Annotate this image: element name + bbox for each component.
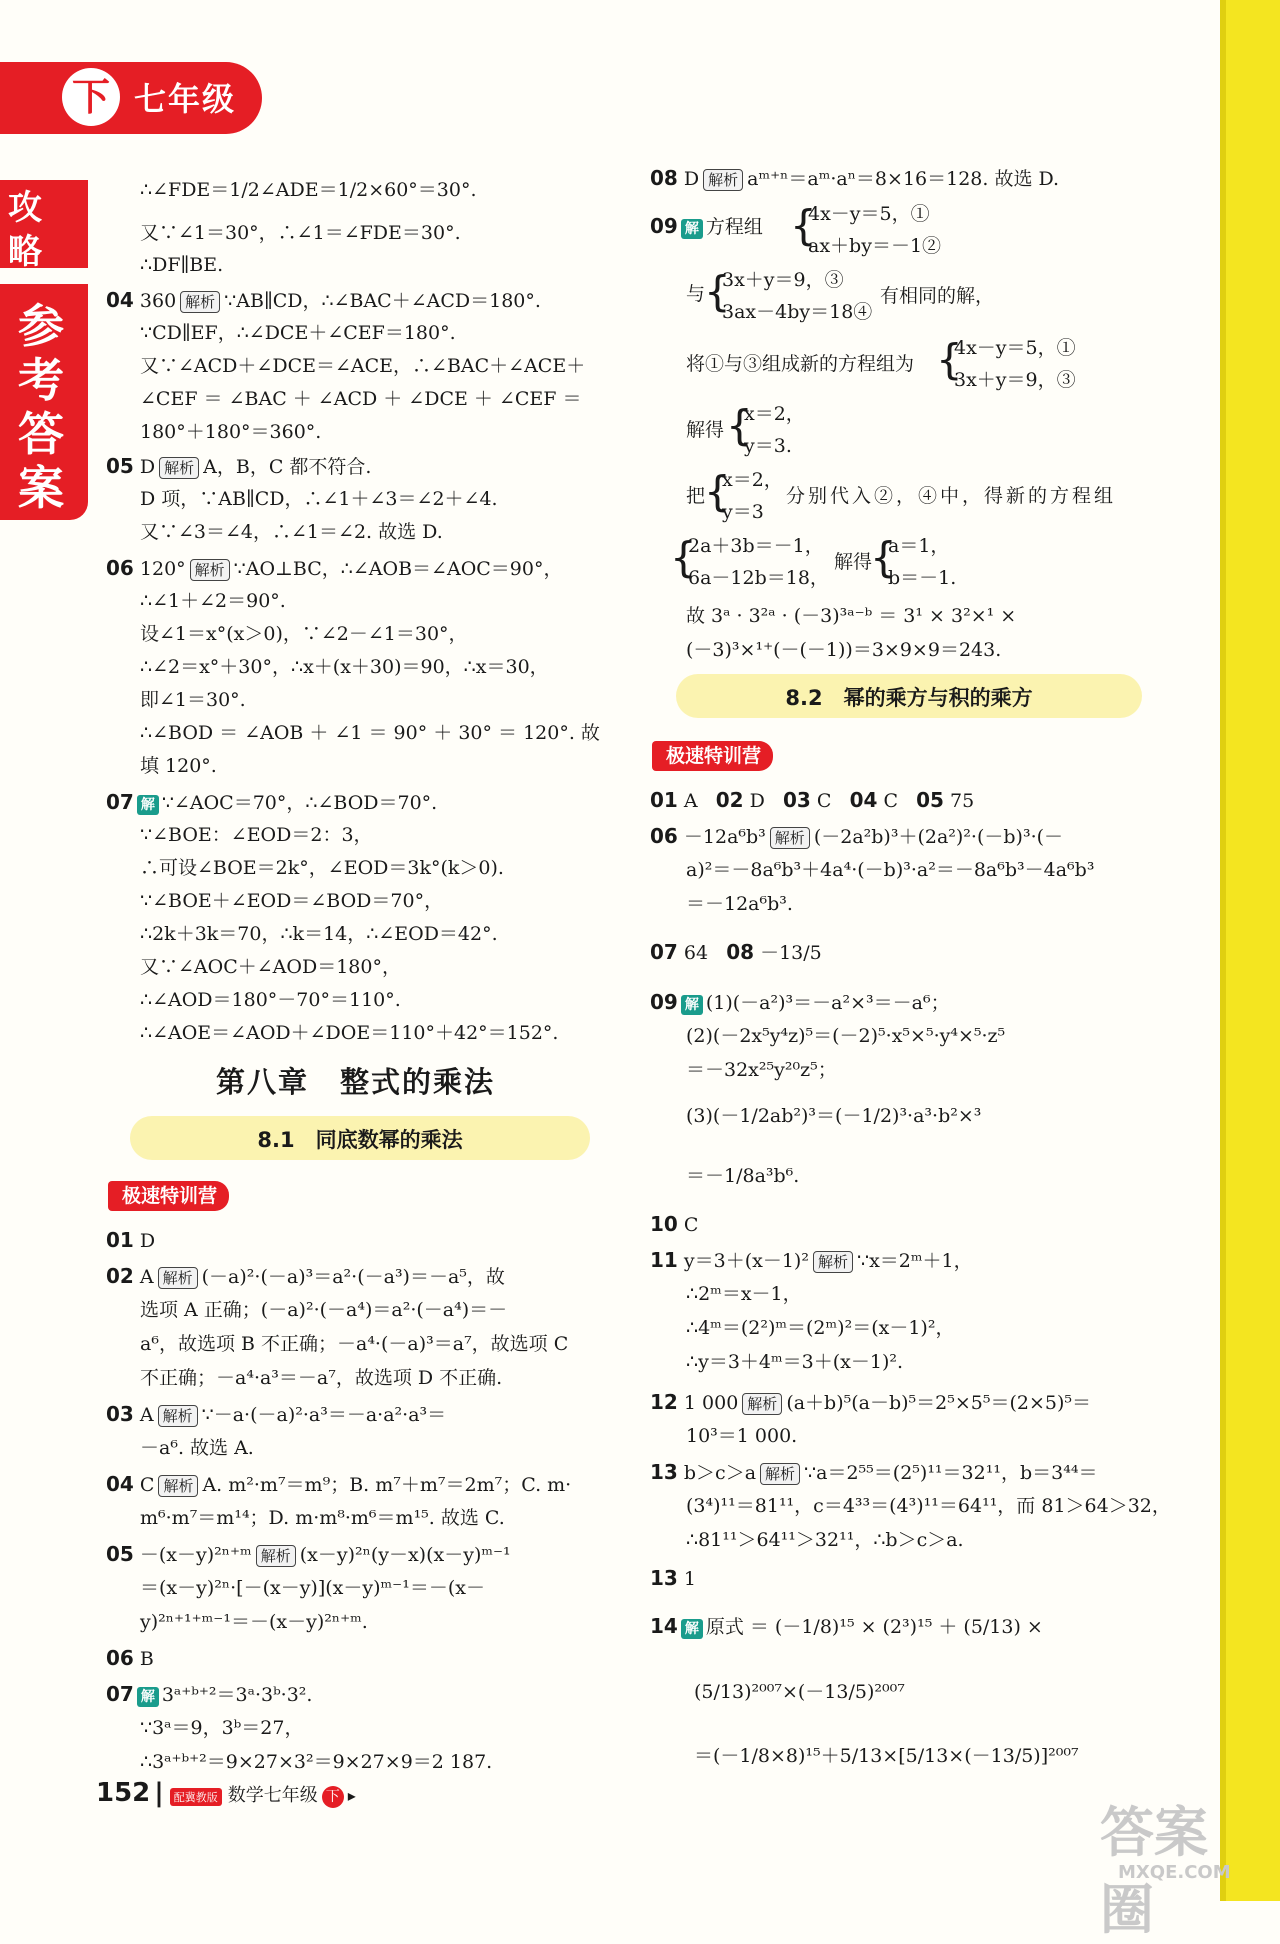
item-number: 05 — [106, 1542, 134, 1566]
item-answer: D — [749, 790, 765, 812]
answer-item-06 — [650, 824, 1063, 849]
item-answer: C — [816, 790, 832, 812]
item-number: 06 — [650, 824, 678, 848]
item-answer: b＞c＞a — [683, 1462, 757, 1484]
item-answer: B — [139, 1648, 154, 1670]
answer-line: (1)(－a²)³＝－a²×³＝－a⁶； — [705, 992, 950, 1014]
section-banner-8-1 — [130, 1116, 590, 1160]
item-number: 04 — [106, 288, 134, 312]
answer-item-09 — [650, 214, 763, 239]
answer-line: (－3)³×¹⁺(－(－1))＝3×9×9＝243. — [686, 639, 1002, 661]
side-char: 答 — [18, 407, 64, 461]
answer-item-13 — [650, 1460, 1097, 1485]
answer-line: ∴2k＋3k＝70，∴k＝14，∴∠EOD＝42°. — [140, 923, 498, 945]
equation-line: 4x－y＝5，① — [954, 337, 1076, 359]
item-answer: D — [683, 168, 700, 190]
equation-line: 3ax－4by＝18④ — [722, 301, 873, 323]
watermark-text: 答案圈 — [1100, 1801, 1208, 1941]
item-answer: 64 — [683, 942, 709, 964]
answer-item-06b — [106, 1646, 154, 1671]
solution-tag: 解 — [137, 795, 159, 815]
book-title: 数学七年级 — [227, 1785, 318, 1806]
answer-line: (a＋b)⁵(a－b)⁵＝2⁵×5⁵＝(2×5)⁵＝ — [786, 1392, 1092, 1414]
item-answer: A — [683, 790, 698, 812]
answer-line: (－a)²·(－a)³＝a²·(－a³)＝－a⁵，故 — [201, 1266, 505, 1288]
answer-line: ∴∠AOE＝∠AOD＋∠DOE＝110°＋42°＝152°. — [140, 1022, 559, 1044]
answer-line: a⁶，故选项 B 不正确；－a⁴·(－a)³＝a⁷，故选项 C — [140, 1333, 569, 1355]
answer-line: 方程组 — [705, 216, 763, 238]
arrow-icon: ▸ — [347, 1786, 356, 1805]
answer-line: 解得 — [686, 419, 725, 441]
left-brace: { — [790, 201, 817, 250]
answer-item-05b — [106, 1542, 511, 1567]
answer-line: A，B，C 都不符合. — [203, 456, 372, 478]
answer-line: ∴∠AOD＝180°－70°＝110°. — [140, 989, 401, 1011]
answer-line: ∴可设∠BOE＝2k°，∠EOD＝3k°(k＞0). — [140, 857, 504, 879]
answer-line: 分别代入②，④中，得新的方程组 — [786, 485, 1117, 507]
answer-item-10 — [650, 1212, 698, 1237]
answer-item-07 — [106, 790, 437, 815]
item-number: 05 — [106, 454, 134, 478]
answer-line: 又∵∠AOC＋∠AOD＝180°， — [140, 956, 401, 978]
equation-line: 3x＋y＝9，③ — [722, 269, 844, 291]
side-tab-strategy — [0, 180, 88, 272]
side-char: 考 — [18, 353, 64, 407]
item-answer: －(x－y)²ⁿ⁺ᵐ — [139, 1544, 252, 1566]
answer-line: a)²＝－8a⁶b³＋4a⁴·(－b)³·a²＝－8a⁶b³－4a⁶b³ — [686, 859, 1095, 881]
analysis-tag: 解析 — [158, 1475, 198, 1497]
yellow-side-bar — [1220, 0, 1280, 1901]
analysis-tag: 解析 — [159, 457, 199, 479]
answer-line: A. m²·m⁷＝m⁹；B. m⁷＋m⁷＝2m⁷；C. m· — [202, 1474, 572, 1496]
equation-line: y＝3 — [722, 501, 764, 523]
answer-line: 10³＝1 000. — [686, 1425, 798, 1447]
answer-line: 将①与③组成新的方程组为 — [686, 353, 915, 375]
analysis-tag: 解析 — [158, 1405, 198, 1427]
answer-line: 设∠1＝x°(x＞0)，∵∠2－∠1＝30°， — [140, 623, 468, 645]
answer-line: ＝(x－y)²ⁿ·[－(x－y)](x－y)ᵐ⁻¹＝－(x－ — [140, 1577, 485, 1599]
answer-item-11 — [650, 1248, 973, 1273]
left-brace: { — [936, 335, 963, 384]
analysis-tag: 解析 — [256, 1545, 296, 1567]
item-number: 09 — [650, 990, 678, 1014]
edition-badge: 配冀教版 — [170, 1788, 222, 1806]
answer-line: 填 120°. — [140, 755, 217, 777]
answer-line: aᵐ⁺ⁿ＝aᵐ·aⁿ＝8×16＝128. 故选 D. — [747, 168, 1060, 190]
item-answer: －13/5 — [760, 942, 822, 964]
item-number: 06 — [106, 556, 134, 580]
item-number: 01 — [106, 1228, 134, 1252]
section-banner-8-2 — [676, 674, 1142, 718]
analysis-tag: 解析 — [760, 1463, 800, 1485]
left-brace: { — [704, 467, 731, 516]
answer-line: 故 3ᵃ · 3²ᵃ · (－3)³ᵃ⁻ᵇ ＝ 3¹ × 3²×¹ × — [686, 605, 1017, 627]
answer-item-02 — [106, 1264, 505, 1289]
answer-line: (x－y)²ⁿ(y－x)(x－y)ᵐ⁻¹ — [299, 1544, 511, 1566]
equation-line: b＝－1. — [888, 567, 957, 589]
answer-line: ∠CEF ＝ ∠BAC ＋ ∠ACD ＋ ∠DCE ＋ ∠CEF ＝ — [140, 388, 582, 410]
answer-line: 即∠1＝30°. — [140, 689, 246, 711]
equation-line: y＝3. — [744, 435, 792, 457]
side-char: 略 — [8, 232, 42, 272]
answer-line: ∵a＝2⁵⁵＝(2⁵)¹¹＝32¹¹，b＝3⁴⁴＝ — [804, 1462, 1098, 1484]
answer-line: 选项 A 正确；(－a)²·(－a⁴)＝a²·(－a⁴)＝－ — [140, 1299, 508, 1321]
equation-line: 2a＋3b＝－1， — [688, 535, 824, 557]
section-title: 8.2 幂的乘方与积的乘方 — [785, 686, 1033, 710]
yellow-bar-edge — [1220, 0, 1226, 1901]
answer-line: 不正确；－a⁴·a³＝－a⁷，故选项 D 不正确. — [140, 1367, 503, 1389]
answer-item-12 — [650, 1390, 1091, 1415]
answer-item-06 — [106, 556, 562, 581]
item-answer: D — [139, 456, 156, 478]
practice-badge: 极速特训营 — [108, 1181, 229, 1211]
answer-line: y)²ⁿ⁺¹⁺ᵐ⁻¹＝－(x－y)²ⁿ⁺ᵐ. — [140, 1611, 368, 1633]
item-number: 05 — [916, 788, 944, 812]
item-answer: －12a⁶b³ — [683, 826, 766, 848]
answer-item-01 — [106, 1228, 155, 1253]
solution-tag: 解 — [137, 1687, 159, 1707]
item-number: 01 — [650, 788, 678, 812]
answer-line: ∵－a·(－a)²·a³＝－a·a²·a³＝ — [201, 1404, 447, 1426]
answer-line: m⁶·m⁷＝m¹⁴；D. m·m⁸·m⁶＝m¹⁵. 故选 C. — [140, 1507, 505, 1529]
page-footer: 152 | 配冀教版 数学七年级 下 ▸ — [96, 1778, 356, 1808]
side-char: 参 — [18, 299, 64, 353]
watermark-logo — [1100, 1790, 1250, 1941]
item-number: 13 — [650, 1460, 678, 1484]
analysis-tag: 解析 — [180, 291, 220, 313]
equation-line: 4x－y＝5，① — [808, 203, 930, 225]
item-answer: A — [139, 1266, 154, 1288]
answer-line: ∵∠BOE＋∠EOD＝∠BOD＝70°， — [140, 890, 444, 912]
section-title: 8.1 同底数幂的乘法 — [257, 1128, 463, 1152]
analysis-tag: 解析 — [190, 559, 230, 581]
answer-line: 又∵∠ACD＋∠DCE＝∠ACE，∴∠BAC＋∠ACE＋ — [140, 355, 586, 377]
answer-item-13b — [650, 1566, 696, 1591]
answer-line: ∴4ᵐ＝(2²)ᵐ＝(2ᵐ)²＝(x－1)²， — [686, 1317, 955, 1339]
answer-line: D 项，∵AB∥CD，∴∠1＋∠3＝∠2＋∠4. — [140, 488, 498, 510]
answer-line: ∵∠BOE：∠EOD＝2：3， — [140, 824, 373, 846]
answer-line: ∴∠FDE＝1/2∠ADE＝1/2×60°＝30°. — [140, 179, 477, 201]
volume-badge: 下 — [62, 68, 120, 126]
answer-line: ∵AO⊥BC，∴∠AOB＝∠AOC＝90°， — [233, 558, 563, 580]
answer-line: ∵CD∥EF，∴∠DCE＋∠CEF＝180°. — [140, 322, 456, 344]
answer-line: 有相同的解， — [880, 285, 995, 307]
answer-line: ∴81¹¹＞64¹¹＞32¹¹，∴b＞c＞a. — [686, 1529, 964, 1551]
analysis-tag: 解析 — [813, 1251, 853, 1273]
equation-line: a＝1， — [888, 535, 950, 557]
answer-line: ＝(－1/8×8)¹⁵＋5/13×[5/13×(－13/5)]²⁰⁰⁷ — [694, 1745, 1079, 1767]
item-number: 03 — [106, 1402, 134, 1426]
item-answer: A — [139, 1404, 154, 1426]
answer-line: 180°＋180°＝360°. — [140, 421, 322, 443]
item-answer: 75 — [950, 790, 975, 812]
answer-line: (5/13)²⁰⁰⁷×(－13/5)²⁰⁰⁷ — [694, 1681, 905, 1703]
answer-line: ∴∠2＝x°＋30°，∴x＋(x＋30)＝90，∴x＝30， — [140, 656, 549, 678]
item-answer: y＝3＋(x－1)² — [683, 1250, 809, 1272]
left-brace: { — [870, 533, 897, 582]
answer-line: 原式 ＝ (－1/8)¹⁵ × (2³)¹⁵ ＋ (5/13) × — [705, 1616, 1043, 1638]
volume-mark: 下 — [322, 1786, 344, 1808]
answer-item-07b — [106, 1682, 312, 1707]
item-number: 06 — [106, 1646, 134, 1670]
item-answer: C — [683, 1214, 699, 1236]
item-number: 11 — [650, 1248, 678, 1272]
answer-line: －a⁶. 故选 A. — [140, 1437, 254, 1459]
left-brace: { — [726, 401, 753, 450]
answer-line: ∴y＝3＋4ᵐ＝3＋(x－1)². — [686, 1351, 904, 1373]
item-number: 04 — [106, 1472, 134, 1496]
item-number: 02 — [715, 788, 744, 812]
chapter-title: 第八章 整式的乘法 — [216, 1065, 496, 1099]
item-number: 07 — [106, 790, 134, 814]
item-answer: 1 — [683, 1568, 696, 1590]
analysis-tag: 解析 — [770, 827, 810, 849]
item-number: 08 — [650, 166, 678, 190]
solution-tag: 解 — [681, 995, 703, 1015]
item-answer: C — [883, 790, 898, 812]
answer-line: 解得 — [834, 551, 873, 573]
item-number: 14 — [650, 1614, 678, 1638]
analysis-tag: 解析 — [742, 1393, 782, 1415]
answer-line: 3ᵃ⁺ᵇ⁺²＝3ᵃ·3ᵇ·3². — [161, 1684, 313, 1706]
solution-tag: 解 — [681, 219, 703, 239]
answer-item-14 — [650, 1614, 1043, 1639]
answer-line: ∵3ᵃ＝9，3ᵇ＝27， — [140, 1717, 304, 1739]
answer-line: ＝－32x²⁵y²⁰z⁵； — [686, 1059, 837, 1081]
answer-line: ＝－1/8a³b⁶. — [686, 1165, 800, 1187]
equation-line: 6a－12b＝18， — [688, 567, 829, 589]
equation-line: x＝2， — [744, 403, 805, 425]
item-number: 07 — [650, 940, 678, 964]
answer-line: 又∵∠1＝30°，∴∠1＝∠FDE＝30°. — [140, 222, 461, 244]
item-answer: 360 — [139, 290, 177, 312]
item-answer: C — [139, 1474, 155, 1496]
answer-item-05 — [106, 454, 371, 479]
item-number: 09 — [650, 214, 678, 238]
watermark-url: MXQE.COM — [1118, 1862, 1231, 1883]
item-number: 12 — [650, 1390, 678, 1414]
item-number: 02 — [106, 1264, 134, 1288]
solution-tag: 解 — [681, 1619, 703, 1639]
answer-item-08 — [650, 166, 1059, 191]
answer-line: ∵∠AOC＝70°，∴∠BOD＝70°. — [161, 792, 438, 814]
practice-badge: 极速特训营 — [652, 741, 773, 771]
item-number: 13 — [650, 1566, 678, 1590]
answer-line: 与 — [686, 283, 706, 305]
item-answer: 1 000 — [683, 1392, 739, 1414]
analysis-tag: 解析 — [158, 1267, 198, 1289]
answer-line: 把 — [686, 485, 706, 507]
answer-line: ∴3ᵃ⁺ᵇ⁺²＝9×27×3²＝9×27×9＝2 187. — [140, 1751, 493, 1773]
equation-line: x＝2， — [722, 469, 783, 491]
answer-line: ∵x＝2ᵐ＋1， — [856, 1250, 973, 1272]
answer-item-03 — [106, 1402, 446, 1427]
item-number: 07 — [106, 1682, 134, 1706]
side-char: 攻 — [8, 188, 42, 228]
answer-row-01-05 — [650, 788, 974, 813]
item-number: 03 — [783, 788, 811, 812]
item-number: 08 — [726, 940, 755, 964]
answer-line: (3⁴)¹¹＝81¹¹，c＝4³³＝(4³)¹¹＝64¹¹，而 81＞64＞32， — [686, 1495, 1171, 1517]
answer-line: ∴DF∥BE. — [140, 254, 224, 276]
grade-header — [0, 62, 262, 134]
answer-line: ∵AB∥CD，∴∠BAC＋∠ACD＝180°. — [224, 290, 541, 312]
page-number: 152 — [96, 1778, 151, 1808]
answer-line: (3)(－1/2ab²)³＝(－1/2)³·a³·b²×³ — [686, 1105, 982, 1127]
side-tab-answers — [0, 284, 88, 520]
answer-line: ∴2ᵐ＝x－1， — [686, 1283, 802, 1305]
left-brace: { — [670, 533, 697, 582]
side-char: 案 — [18, 461, 64, 515]
equation-line: 3x＋y＝9，③ — [954, 369, 1076, 391]
answer-line: ∴∠BOD ＝ ∠AOB ＋ ∠1 ＝ 90° ＋ 30° ＝ 120°. 故 — [140, 722, 600, 744]
equation-line: ax＋by＝－1② — [808, 235, 942, 257]
answer-line: ∴∠1＋∠2＝90°. — [140, 590, 286, 612]
item-number: 10 — [650, 1212, 678, 1236]
item-answer: 120° — [139, 558, 186, 580]
left-brace: { — [704, 267, 731, 316]
answer-line: 又∵∠3＝∠4，∴∠1＝∠2. 故选 D. — [140, 521, 443, 543]
answer-item-04 — [106, 288, 541, 313]
item-answer: D — [139, 1230, 156, 1252]
answer-item-09b — [650, 990, 950, 1015]
answer-item-04b — [106, 1472, 571, 1497]
answer-line: (2)(－2x⁵y⁴z)⁵＝(－2)⁵·x⁵×⁵·y⁴×⁵·z⁵ — [686, 1025, 1006, 1047]
analysis-tag: 解析 — [703, 169, 743, 191]
item-number: 04 — [849, 788, 878, 812]
answer-line: (－2a²b)³＋(2a²)²·(－b)³·(－ — [813, 826, 1064, 848]
grade-label: 七年级 — [134, 80, 237, 118]
answer-item-07-08 — [650, 940, 822, 965]
answer-line: ＝－12a⁶b³. — [686, 893, 793, 915]
